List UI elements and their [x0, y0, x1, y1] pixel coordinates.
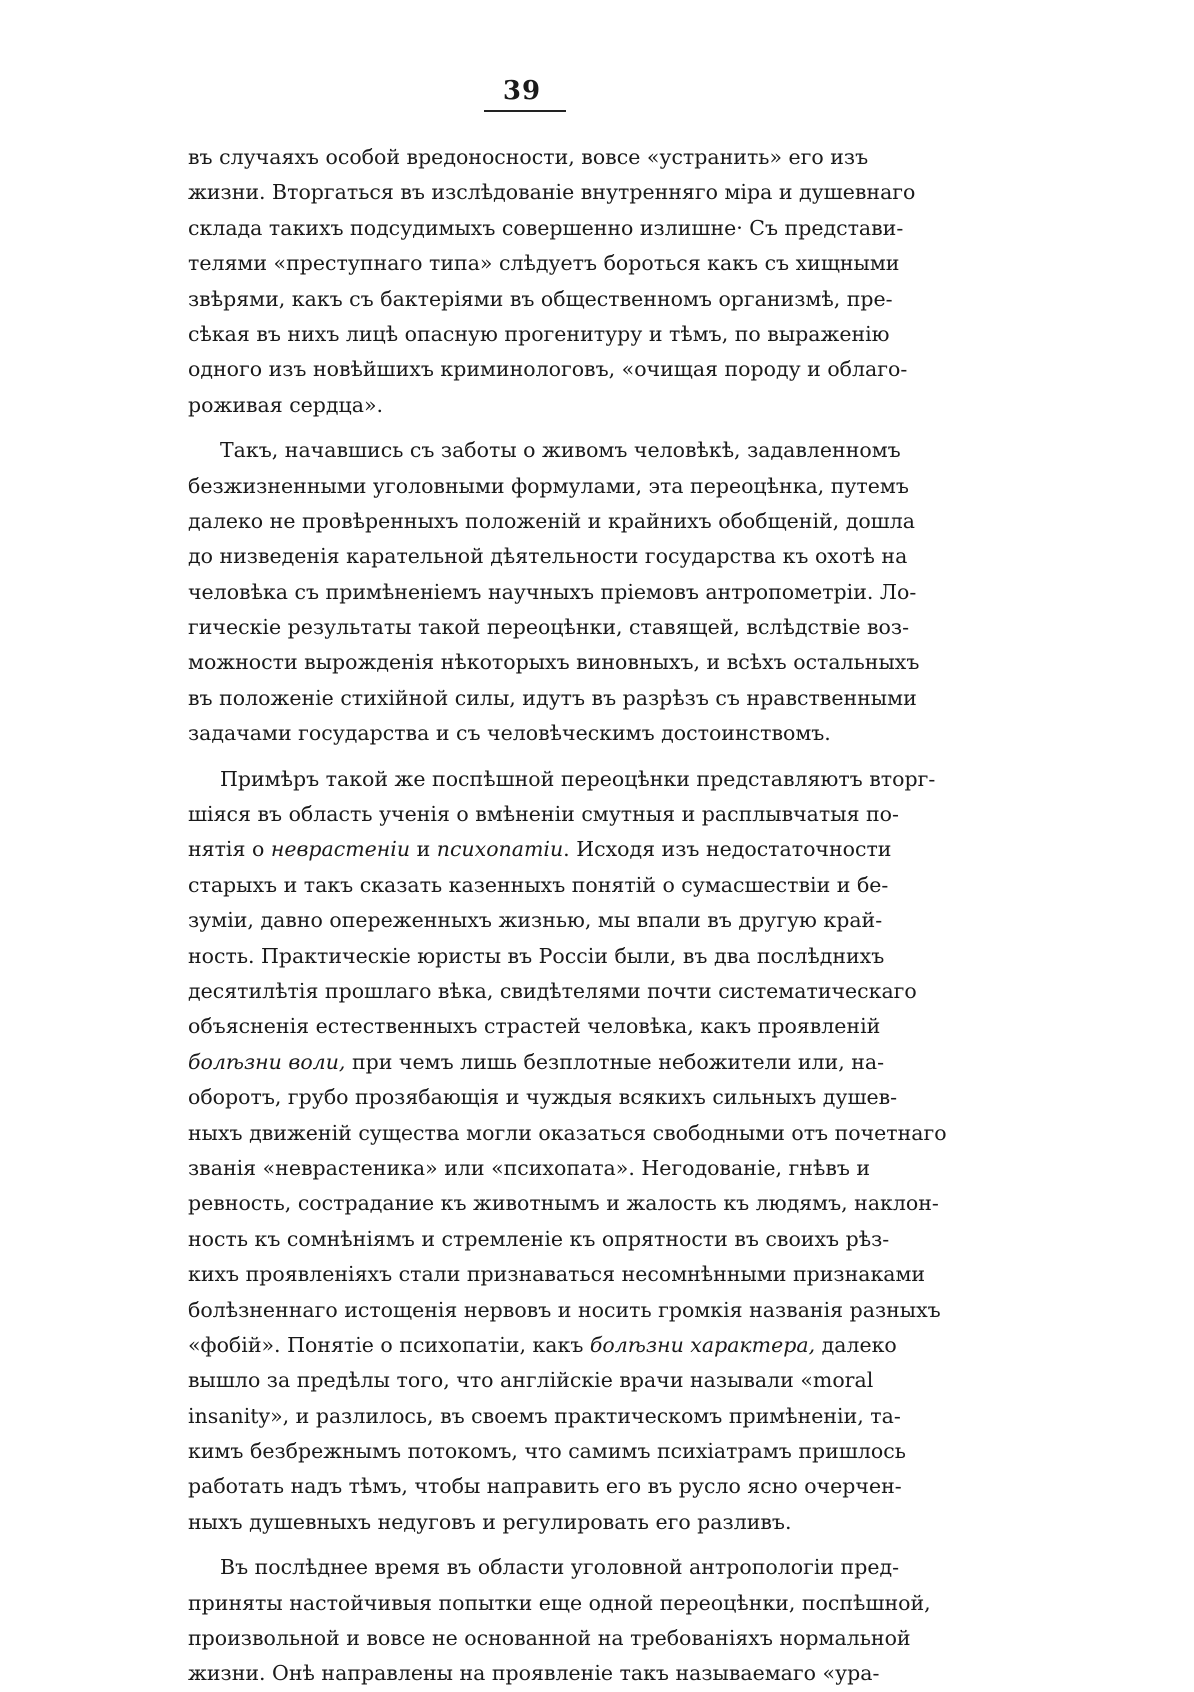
text-line: задачами государства и съ человѣческимъ достоинствомъ. [188, 721, 831, 746]
text-line: шіяся въ область ученія о вмѣненіи смутныя и расплывчатыя по- [188, 802, 899, 827]
text-line: болѣзни воли, при чемъ лишь безплотные небожители или, на- [188, 1049, 885, 1074]
page-number-underline [484, 110, 566, 112]
text-line: «фобій». Понятіе о психопатіи, какъ болѣзни характера, далеко [188, 1332, 897, 1357]
text-line: роживая сердца». [188, 392, 384, 417]
text-line: ность. Практическіе юристы въ Россіи были, въ два послѣднихъ [188, 943, 885, 968]
text-line: человѣка съ примѣненіемъ научныхъ пріемовъ антропометріи. Ло- [188, 579, 917, 604]
text-line: безжизненными уголовными формулами, эта переоцѣнка, путемъ [188, 473, 909, 498]
text-line: ревность, сострадание къ животнымъ и жалость къ людямъ, наклон- [188, 1191, 939, 1216]
paragraph [188, 1550, 931, 1692]
text-line: приняты настойчивыя попытки еще одной переоцѣнки, поспѣшной, [188, 1590, 931, 1615]
text-line: въ случаяхъ особой вредоносности, вовсе «устранить» его изъ [188, 145, 869, 169]
text-line: оборотъ, грубо прозябающія и чуждыя всякихъ сильныхъ душев- [188, 1085, 898, 1110]
text-line: Въ послѣднее время въ области уголовной антропологіи пред- [220, 1555, 900, 1580]
text-line: insanity», и разлилось, въ своемъ практическомъ примѣненіи, та- [188, 1403, 901, 1428]
italic-term: болѣзни воли, [188, 1049, 346, 1074]
text-line: ныхъ движеній существа могли оказаться свободными отъ почетнаго [188, 1120, 947, 1145]
text-line: десятилѣтія прошлаго вѣка, свидѣтелями почти систематическаго [188, 978, 917, 1003]
text-line: званія «неврастеника» или «психопата». Негодованіе, гнѣвъ и [188, 1155, 871, 1180]
text-line: кимъ безбрежнымъ потокомъ, что самимъ психіатрамъ пришлось [188, 1439, 906, 1464]
text-line: кихъ проявленіяхъ стали признаваться несомнѣнными признаками [188, 1262, 926, 1287]
text-line: гическіе результаты такой переоцѣнки, ставящей, вслѣдствіе воз- [188, 615, 910, 640]
text-line: Примѣръ такой же поспѣшной переоцѣнки представляютъ вторг- [220, 766, 936, 791]
text-line: далеко не провѣренныхъ положеній и крайнихъ обобщеній, дошла [188, 508, 915, 533]
text-line: Такъ, начавшись съ заботы о живомъ человѣкѣ, задавленномъ [220, 438, 901, 463]
text-line: ность къ сомнѣніямъ и стремленіе къ опрятности въ своихъ рѣз- [188, 1226, 890, 1251]
text-line: одного изъ новѣйшихъ криминологовъ, «очищая породу и облаго- [188, 357, 908, 382]
text-line: звѣрями, какъ съ бактеріями въ общественномъ организмѣ, пре- [188, 286, 893, 311]
text-line: жизни. Онѣ направлены на проявленіе такъ называемаго «ура- [188, 1661, 880, 1686]
italic-term: неврастеніи [270, 837, 411, 862]
text-line: работать надъ тѣмъ, чтобы направить его въ русло ясно очерчен- [188, 1474, 902, 1499]
paragraph [188, 140, 916, 423]
text-line: ныхъ душевныхъ недуговъ и регулировать его разливъ. [188, 1509, 792, 1534]
paragraph [188, 433, 920, 752]
text-line: нятія о неврастеніи и психопатіи. Исходя изъ недостаточности [188, 837, 892, 862]
page-number: 39 [502, 76, 542, 106]
paragraph [188, 762, 947, 1541]
italic-term: психопатіи [436, 837, 564, 862]
text-line: зуміи, давно опереженныхъ жизнью, мы впали въ другую край- [188, 908, 883, 933]
body-text [188, 140, 947, 1692]
italic-term: болѣзни характера, [589, 1332, 816, 1357]
text-line: произвольной и вовсе не основанной на требованіяхъ нормальной [188, 1626, 911, 1651]
text-line: вышло за предѣлы того, что англійскіе врачи называли «moral [188, 1368, 874, 1393]
text-line: объясненія естественныхъ страстей человѣка, какъ проявленій [188, 1014, 881, 1039]
text-line: до низведенія карательной дѣятельности государства къ охотѣ на [188, 544, 908, 569]
text-line: склада такихъ подсудимыхъ совершенно излишне· Съ представи- [188, 215, 904, 240]
text-line: сѣкая въ нихъ лицѣ опасную прогенитуру и тѣмъ, по выраженію [188, 321, 890, 346]
text-line: старыхъ и такъ сказать казенныхъ понятій о сумасшествіи и бе- [188, 872, 889, 897]
text-line: болѣзненнаго истощенія нервовъ и носить громкія названія разныхъ [188, 1297, 941, 1322]
text-line: можности вырожденія нѣкоторыхъ виновныхъ, и всѣхъ остальныхъ [188, 650, 920, 675]
text-line: жизни. Вторгаться въ изслѣдованіе внутренняго міра и душевнаго [188, 180, 916, 205]
text-line: телями «преступнаго типа» слѣдуетъ бороться какъ съ хищными [188, 251, 900, 276]
text-line: въ положеніе стихійной силы, идутъ въ разрѣзъ съ нравственными [188, 685, 917, 710]
